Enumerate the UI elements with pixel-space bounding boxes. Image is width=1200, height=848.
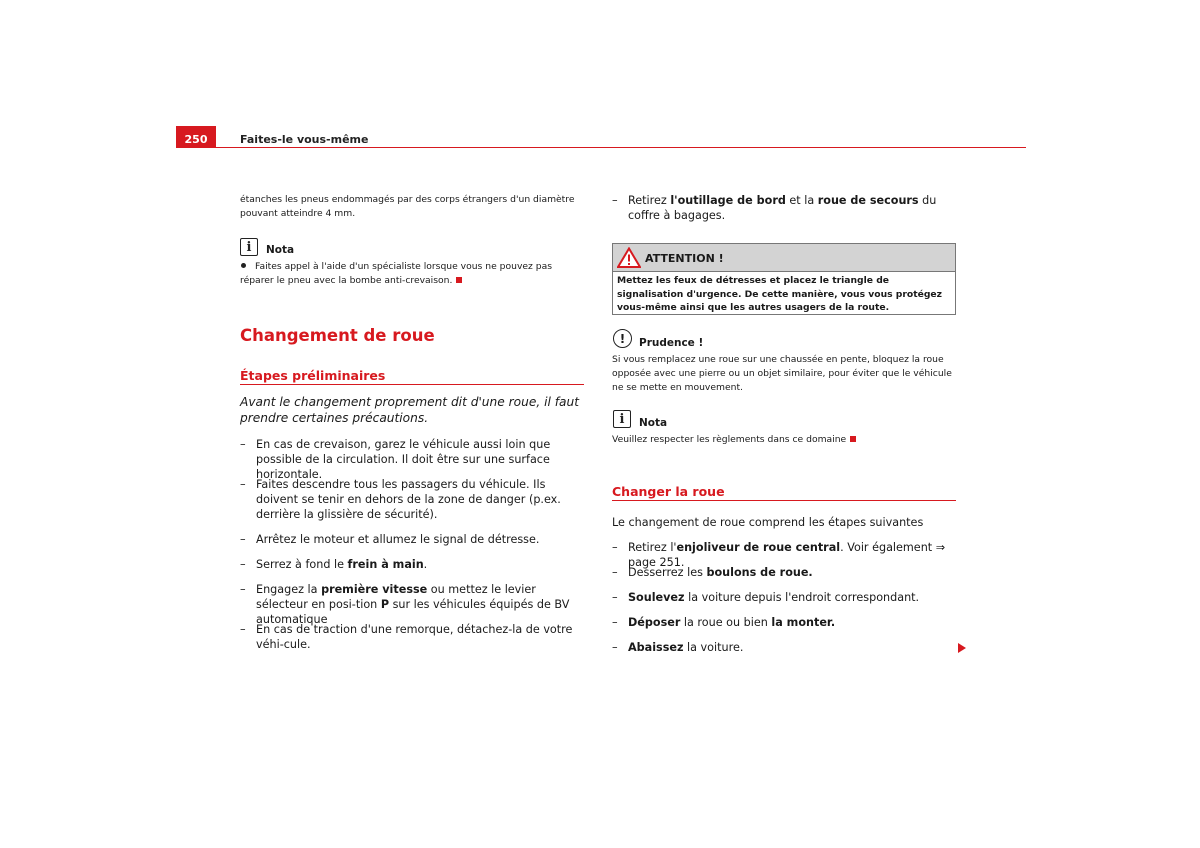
note2-label: Nota	[639, 417, 668, 429]
note-label: Nota	[266, 244, 295, 256]
list-item: – Déposer la roue ou bien la monter.	[612, 616, 836, 629]
attention-text: Mettez les feux de détresses et placez le triangle de signalisation d'urgence. De cette manière, vous vous protégez vous-même ainsi que les autres usagers de la route.	[617, 275, 942, 313]
list-item: – Arrêtez le moteur et allumez le signal de détresse.	[240, 533, 540, 546]
attention-label: ATTENTION !	[645, 252, 724, 265]
list-item: – Desserrez les boulons de roue.	[612, 566, 813, 579]
exclamation-circle-icon: !	[613, 329, 632, 348]
list-item: – Faites descendre tous les passagers du véhicule. Ils doivent se tenir en dehors de la zone de danger (p.ex. derrière la glissière de sécurité).	[240, 478, 561, 521]
section-title: Faites-le vous-même	[240, 133, 369, 146]
section-heading: Changement de roue	[240, 326, 435, 345]
list-item: – Soulevez la voiture depuis l'endroit correspondant.	[612, 591, 920, 604]
list-item: – En cas de crevaison, garez le véhicule aussi loin que possible de la circulation. Il doit être sur une surface horizontale.	[240, 438, 551, 481]
prudence-label: Prudence !	[639, 337, 704, 349]
list-item: – Retirez l'outillage de bord et la roue de secours du coffre à bagages.	[612, 194, 937, 222]
subheading-changer: Changer la roue	[612, 484, 956, 501]
page-number: 250	[176, 126, 216, 148]
list-item: – Abaissez la voiture.	[612, 641, 744, 654]
note2-para	[612, 433, 957, 447]
bullet-dot	[241, 263, 246, 268]
attention-box	[612, 243, 956, 315]
changer-intro: Le changement de roue comprend les étapes suivantes	[612, 516, 924, 529]
next-page-arrow-icon[interactable]	[958, 643, 966, 653]
info-icon: i	[613, 410, 631, 428]
note-text: Faites appel à l'aide d'un spécialiste lorsque vous ne pouvez pas réparer le pneu avec la bombe anti-crevaison.	[240, 261, 553, 286]
warning-triangle-icon	[617, 247, 641, 268]
intro-text: étanches les pneus endommagés par des corps étrangers d'un diamètre pouvant atteindre 4 mm.	[240, 194, 575, 219]
note-bullet	[240, 260, 585, 288]
attention-header	[613, 244, 955, 272]
list-item: – Retirez l'enjoliveur de roue central. Voir également ⇒ page 251.	[612, 541, 946, 569]
subheading-preliminaires: Étapes préliminaires	[240, 368, 584, 385]
header-rule	[176, 147, 1026, 148]
end-marker	[456, 277, 462, 283]
info-icon: i	[240, 238, 258, 256]
list-item: – En cas de traction d'une remorque, détachez-la de votre véhi-cule.	[240, 623, 573, 651]
list-item: – Serrez à fond le frein à main.	[240, 558, 428, 571]
prudence-text: Si vous remplacez une roue sur une chaussée en pente, bloquez la roue opposée avec une pierre ou un objet similaire, pour éviter que le véhicule ne se mette en mouvement.	[612, 354, 952, 393]
list-item: – Engagez la première vitesse ou mettez le levier sélecteur en posi-tion P sur les véhicules équipés de BV automatique	[240, 583, 570, 626]
note2-text: Veuillez respecter les règlements dans ce domaine	[612, 434, 847, 445]
lead-text: Avant le changement proprement dit d'une roue, il faut prendre certaines précautions.	[240, 395, 579, 425]
end-marker	[850, 436, 856, 442]
